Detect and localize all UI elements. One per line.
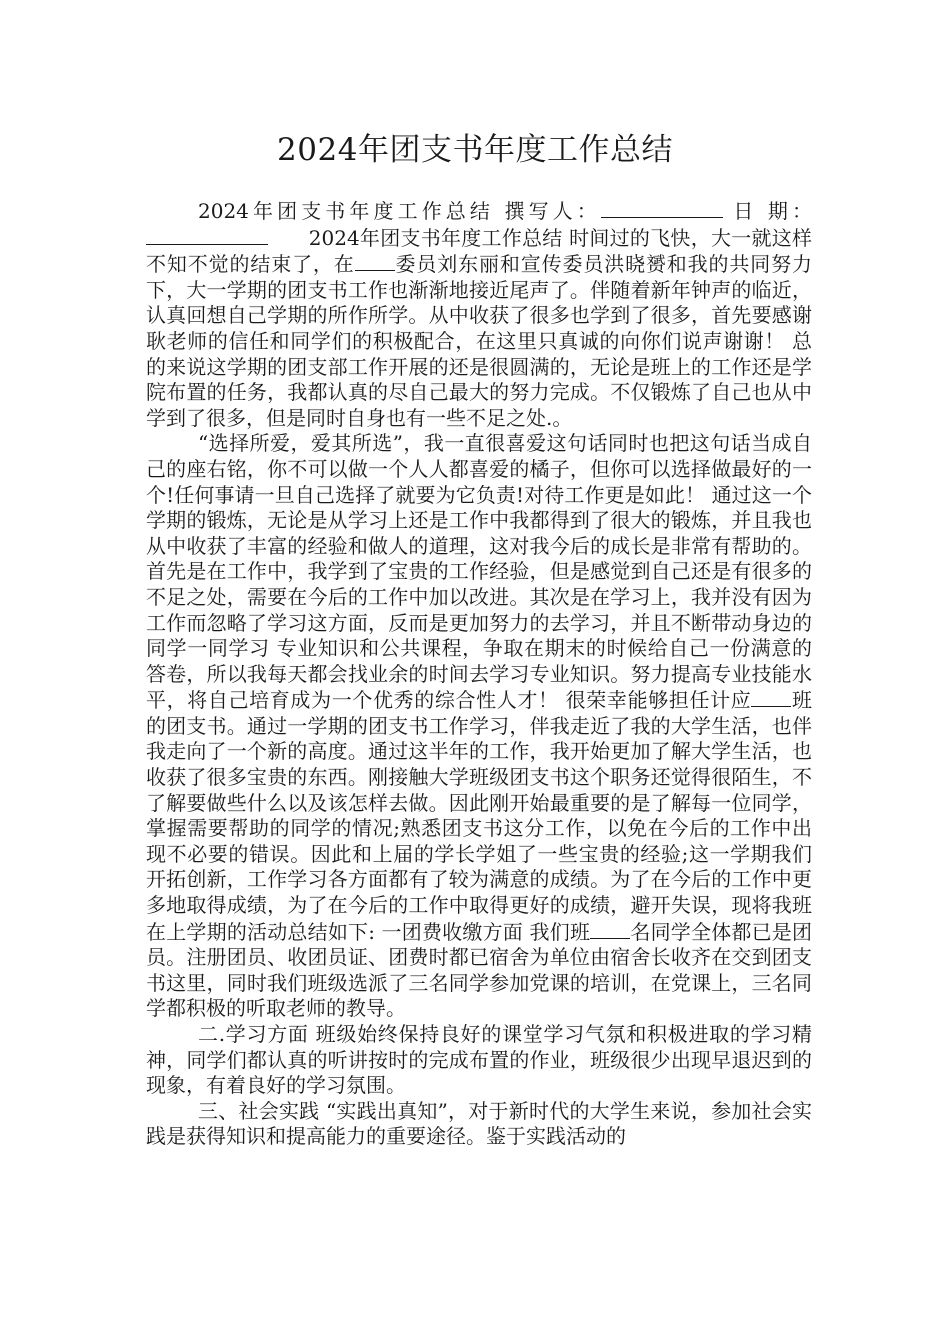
fill-in-blank [601,198,723,218]
paragraph-text: 名同学全体都已是团员。注册团员、收团员证、团费时都已宿舍为单位由宿舍长收齐在交到团支书这里，同时我们班级选派了三名同学参加党课的培训，在党课上，三名同学都积极的听取老师的教导。 [146,919,813,1021]
paragraph-text: 委员刘东丽和宣传委员洪晓赟和我的共同努力下，大一学期的团支书工作也渐渐地接近尾声了。伴随着新年钟声的临近，认真回想自己学期的所作所学。从中收获了很多也学到了很多，首先要感谢耿老师的信任和同学们的积极配合，在这里只真诚的向你们说声谢谢！ 总的来说这学期的团支部工作开展的还是很圆满的，无论是班上的工作还是学院布置的任务，我都认真的尽自己最大的努力完成。不仅锻炼了自己也从中学到了很多，但是同时自身也有一些不足之处.。 [146,252,813,430]
paragraph-text: 2024年团支书年度工作总结 撰写人： [198,199,601,223]
document-body [146,198,812,1150]
paragraph-text: 二.学习方面 班级始终保持良好的课堂学习气氛和积极进取的学习精神，同学们都认真的听讲按时的完成布置的作业，班级很少出现早退迟到的现象，有着良好的学习氛围。 [146,1022,812,1098]
paragraph-text: “选择所爱，爱其所选”，我一直很喜爱这句话同时也把这句话当成自己的座右铭，你不可以做一个人人都喜爱的橘子，但你可以选择做最好的一个!任何事请一旦自己选择了就要为它负责!对待工作更是如此！ 通过这一个学期的锻炼，无论是从学习上还是工作中我都得到了很大的锻炼，并且我也从中收获了丰富的经验和做人的道理，这对我今后的成长是非常有帮助的。首先是在工作中，我学到了宝贵的工作经验，但是感觉到自己还是有很多的不足之处，需要在今后的工作中加以改进。其次是在学习上，我并没有因为工作而忽略了学习这方面，反而是更加努力的去学习，并且不断带动身边的同学一同学习 专业知识和公共课程，争取在期末的时候给自己一份满意的答卷，所以我每天都会找业余的时间去学习专业知识。努力提高专业技能水平，将自己培育成为一个优秀的综合性人才！ 很荣幸能够担任计应 [146,431,812,713]
fill-in-blank [590,919,630,939]
paragraph-text: 班的团支书。通过一学期的团支书工作学习，伴我走近了我的大学生活，也伴我走向了一个新的高度。通过这半年的工作，我开始更加了解大学生活，也收获了很多宝贵的东西。刚接触大学班级团支书这个职务还觉得很陌生，不了解要做些什么以及该怎样去做。因此刚开始最重要的是了解每一位同学，掌握需要帮助的同学的情况;熟悉团支书这分工作，以免在今后的工作中出现不必要的错误。因此和上届的学长学姐了一些宝贵的经验;这一学期我们开拓创新，工作学习各方面都有了较为满意的成绩。为了在今后的工作中更多地取得成绩，为了在今后的工作中取得更好的成绩，避开失误，现将我班在上学期的活动总结如下: 一团费收缴方面 我们班 [146,688,813,944]
body-paragraph [146,431,812,1022]
body-paragraph [146,1022,812,1099]
body-paragraph [146,1099,812,1150]
paragraph-text: 日 期： [722,199,812,223]
paragraph-text: 2024年团支书年度工作总结 时间过的飞快，大一就这样不知不觉的结束了，在 [146,225,812,277]
fill-in-blank [146,225,268,245]
paragraph-text: 三、社会实践 “实践出真知”，对于新时代的大学生来说，参加社会实践是获得知识和提高能力的重要途径。鉴于实践活动的 [146,1098,812,1149]
fill-in-blank [355,251,395,271]
fill-in-blank [751,687,791,707]
document-title: 2024年团支书年度工作总结 [277,132,673,168]
body-paragraph [146,198,812,431]
